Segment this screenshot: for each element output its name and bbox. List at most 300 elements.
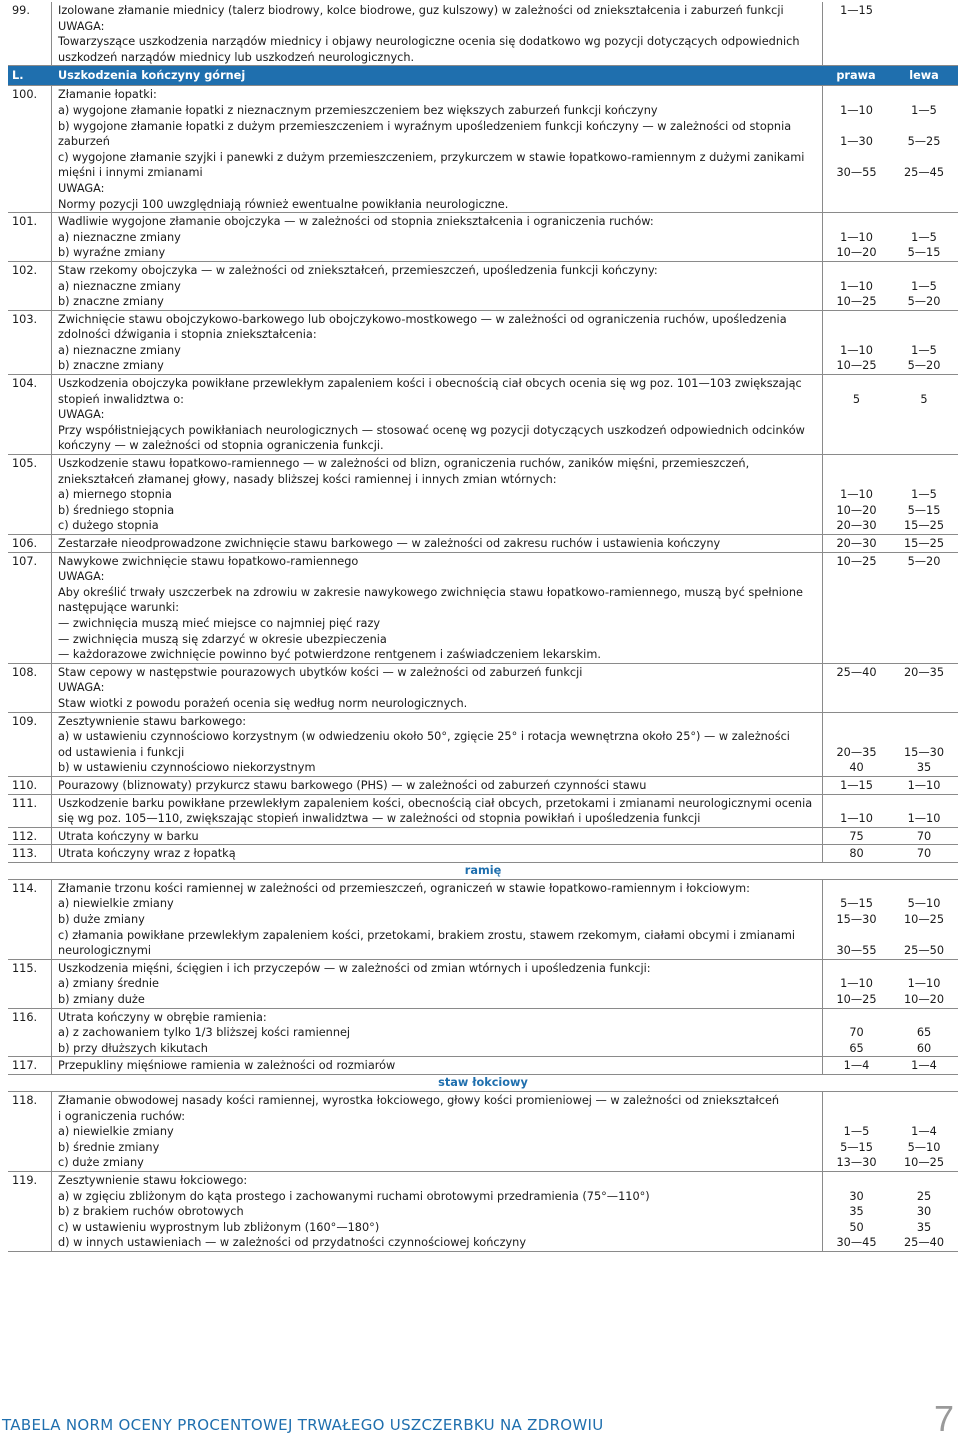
value-left: 15—30 [903, 745, 945, 759]
description-line: b) duże zmiany [58, 913, 145, 927]
description-line: uszkodzeń narządów miednicy lub uszkodzeń neurologicznych. [58, 50, 415, 64]
value-left [890, 928, 958, 944]
description-line: c) w ustawieniu wyprostnym lub zbliżonym (160°—180°) [58, 1220, 380, 1234]
value-left: 5—10 [907, 897, 941, 911]
value-column-left [890, 213, 958, 261]
value-right [823, 961, 890, 977]
description-line: Izolowane złamanie miednicy (talerz biodrowy, kolce biodrowe, guz kulszowy) w zależności od zniekształcenia i zaburzeń funkcji [58, 4, 784, 17]
value-column-right [822, 777, 890, 794]
description-line: Uszkodzenie stawu łopatkowo-ramiennego — w zależności od blizn, ograniczenia ruchów, zaników mięśni, przemieszczeń, [58, 457, 750, 471]
value-left [890, 647, 958, 663]
row-number: 117. [8, 1057, 52, 1074]
value-right: 5—15 [840, 897, 873, 911]
value-left [890, 50, 958, 66]
table-row [8, 1057, 958, 1075]
value-left: 5—20 [907, 554, 941, 568]
table-row [8, 311, 958, 375]
row-description [52, 1092, 822, 1171]
value-column-right [822, 455, 890, 534]
value-left [890, 214, 958, 230]
row-description [52, 86, 822, 212]
description-line: neurologicznymi [58, 944, 152, 958]
value-left [890, 456, 958, 472]
description-line: następujące warunki: [58, 601, 180, 615]
row-description [52, 535, 822, 552]
value-left: 35 [916, 1220, 932, 1234]
value-left: 1—5 [911, 343, 937, 357]
description-line: Staw wiotki z powodu porażeń ocenia się według norm neurologicznych. [58, 696, 468, 710]
table-row [8, 713, 958, 777]
table-row [8, 2, 958, 66]
value-right: 1—10 [840, 230, 873, 244]
value-right: 5 [852, 392, 861, 406]
value-column-right [822, 845, 890, 862]
table-row [8, 86, 958, 213]
row-number: 105. [8, 455, 52, 534]
row-number: 115. [8, 960, 52, 1008]
table-row [8, 777, 958, 795]
description-line: Utrata kończyny w obrębie ramienia: [58, 1010, 267, 1024]
table-row [8, 553, 958, 664]
value-column-left [890, 960, 958, 1008]
table-row [8, 262, 958, 311]
value-left [890, 729, 958, 745]
description-line: UWAGA: [58, 19, 105, 33]
description-line: kończyny — w zależności od stopnia ograniczenia funkcji. [58, 439, 384, 453]
row-description [52, 1172, 822, 1251]
row-number: 103. [8, 311, 52, 374]
description-line: Staw rzekomy obojczyka — w zależności od zniekształceń, przemieszczeń, upośledzenia funkcji kończyny: [58, 263, 658, 277]
value-right: 70 [849, 1026, 864, 1040]
value-column-right [822, 1009, 890, 1057]
value-right [823, 263, 890, 279]
description-line: od ustawienia i funkcji [58, 745, 185, 759]
value-right: 1—10 [840, 103, 873, 117]
value-left [890, 197, 958, 213]
value-right [823, 1010, 890, 1026]
description-line: Utrata kończyny w barku [58, 829, 199, 843]
value-column-left [890, 1009, 958, 1057]
value-right [823, 714, 890, 730]
description-line: b) średnie zmiany [58, 1140, 160, 1154]
value-right [823, 34, 890, 50]
value-right [823, 729, 890, 745]
value-left: 25—40 [903, 1236, 945, 1250]
row-description [52, 2, 822, 65]
description-line: Złamanie łopatki: [58, 88, 157, 102]
value-right [823, 119, 890, 135]
row-number: 109. [8, 713, 52, 776]
value-left [890, 1010, 958, 1026]
description-line: a) nieznaczne zmiany [58, 279, 181, 293]
norm-table [8, 2, 958, 1252]
description-line: Wadliwie wygojone złamanie obojczyka — w zależności od stopnia zniekształcenia i ograniczenia ruchów: [58, 215, 654, 229]
value-right: 13—30 [836, 1156, 877, 1170]
description-line: — każdorazowe zwichnięcie powinno być potwierdzone rentgenem i zaświadczeniem lekarskim. [58, 648, 601, 662]
value-column-right [822, 2, 890, 65]
table-row [8, 880, 958, 960]
value-right [823, 881, 890, 897]
value-left: 1—4 [911, 1125, 937, 1139]
value-right [823, 472, 890, 488]
value-left: 1—5 [911, 279, 937, 293]
description-line: Zesztywnienie stawu łokciowego: [58, 1173, 248, 1187]
value-left: 1—10 [907, 977, 941, 991]
value-left [890, 181, 958, 197]
description-line: zdolności dźwigania i stopnia zniekształcenia: [58, 328, 317, 342]
description-line: c) duże zmiany [58, 1156, 144, 1170]
table-row [8, 375, 958, 455]
description-line: stopień inwalidztwa o: [58, 392, 184, 406]
value-right: 1—30 [840, 135, 873, 149]
value-left: 25—50 [903, 944, 945, 958]
description-line: b) znaczne zmiany [58, 295, 164, 309]
value-right [823, 438, 890, 454]
value-right: 1—10 [840, 488, 873, 502]
description-line: się wg poz. 105—110, zwiększając stopień inwalidztwa — w zależności od stopnia powikłań i upośledzenia funkcji [58, 812, 701, 826]
description-line: Towarzyszące uszkodzenia narządów miednicy i objawy neurologiczne ocenia się dodatkowo wg pozycji dotyczących odpowiednich [58, 35, 800, 49]
value-left [890, 150, 958, 166]
row-number: 100. [8, 86, 52, 212]
value-right [823, 150, 890, 166]
value-right [823, 928, 890, 944]
subsection-header: ramię [8, 863, 958, 880]
description-line: Utrata kończyny wraz z łopatką [58, 847, 236, 861]
value-right: 10—25 [836, 359, 877, 373]
description-line: b) średniego stopnia [58, 503, 175, 517]
value-left [890, 19, 958, 35]
value-left: 5—25 [907, 135, 941, 149]
description-line: Uszkodzenia obojczyka powikłane przewlekłym zapaleniem kości i obecnością ciał obcych ocenia się wg poz. 101—103 zwiększając [58, 377, 802, 391]
value-right: 10—20 [836, 503, 877, 517]
value-left [890, 585, 958, 601]
value-left [890, 632, 958, 648]
value-left: 60 [916, 1041, 932, 1055]
description-line: UWAGA: [58, 681, 105, 695]
description-line: a) nieznaczne zmiany [58, 230, 181, 244]
value-left [890, 312, 958, 328]
value-right [823, 1109, 890, 1125]
description-line: b) w ustawieniu czynnościowo niekorzystnym [58, 761, 316, 775]
value-right [823, 197, 890, 213]
value-left: 1—10 [907, 778, 941, 792]
value-right: 20—35 [836, 745, 877, 759]
value-left: 1—4 [911, 1059, 937, 1073]
row-description [52, 880, 822, 959]
row-number: 111. [8, 795, 52, 827]
value-left [890, 376, 958, 392]
description-line: — zwichnięcia muszą mieć miejsce co najmniej pięć razy [58, 616, 381, 630]
value-right [823, 585, 890, 601]
value-left: 35 [916, 761, 932, 775]
row-description [52, 375, 822, 454]
value-right [823, 19, 890, 35]
description-line: a) wygojone złamanie łopatki z nieznacznym przemieszczeniem bez większych zaburzeń funkcji kończyny [58, 103, 658, 117]
value-left [890, 961, 958, 977]
value-left: 1—5 [911, 103, 937, 117]
value-right [823, 632, 890, 648]
value-column-right [822, 713, 890, 776]
value-right [823, 214, 890, 230]
value-left [890, 119, 958, 135]
value-column-left [890, 1092, 958, 1171]
column-header-left: lewa [909, 69, 939, 83]
value-right: 25—40 [836, 665, 877, 679]
description-line: Zestarzałe nieodprowadzone zwichnięcie stawu barkowego — w zależności od zakresu ruchów i ustawienia kończyny [58, 537, 721, 550]
table-row [8, 845, 958, 863]
value-right: 75 [849, 829, 864, 843]
value-right: 65 [849, 1041, 864, 1055]
value-left: 1—5 [911, 488, 937, 502]
value-right: 15—30 [836, 913, 877, 927]
row-number: 101. [8, 213, 52, 261]
value-column-right [822, 1092, 890, 1171]
value-right [823, 376, 890, 392]
value-left: 15—25 [903, 537, 945, 550]
value-left [890, 87, 958, 103]
value-left: 5—20 [907, 359, 941, 373]
value-right: 1—15 [840, 4, 873, 17]
description-line: zniekształceń złamanej głowy, nasady bliższej kości ramiennej i innych zmian wtórnych: [58, 472, 557, 486]
description-line: — zwichnięcia muszą się zdarzyć w okresie ubezpieczenia [58, 632, 387, 646]
value-column-left [890, 455, 958, 534]
value-left: 25—45 [903, 166, 945, 180]
value-left [890, 472, 958, 488]
value-right: 30—55 [836, 944, 877, 958]
description-line: zaburzeń [58, 135, 110, 149]
value-left: 70 [916, 829, 932, 843]
value-left [890, 34, 958, 50]
value-left [890, 680, 958, 696]
description-line: b) przy dłuższych kikutach [58, 1041, 208, 1055]
section-title: Uszkodzenia kończyny górnej [58, 69, 246, 83]
footer-title: TABELA NORM OCENY PROCENTOWEJ TRWAŁEGO USZCZERBKU NA ZDROWIU [2, 1416, 604, 1434]
table-row [8, 828, 958, 846]
section-header [8, 66, 958, 86]
section-number: L. [12, 69, 24, 83]
value-left: 20—35 [903, 665, 945, 679]
description-line: Zwichnięcie stawu obojczykowo-barkowego lub obojczykowo-mostkowego — w zależności od ograniczenia ruchów, upośledzenia [58, 312, 787, 326]
value-right: 80 [849, 847, 864, 861]
row-description [52, 262, 822, 310]
value-column-left [890, 535, 958, 552]
row-number: 104. [8, 375, 52, 454]
subsection-header: staw łokciowy [8, 1075, 958, 1092]
value-right [823, 647, 890, 663]
description-line: Staw cepowy w następstwie pourazowych ubytków kości — w zależności od zaburzeń funkcji [58, 665, 583, 679]
value-right [823, 796, 890, 812]
value-right: 30—45 [836, 1236, 877, 1250]
row-description [52, 777, 822, 794]
value-column-right [822, 664, 890, 712]
value-left [890, 263, 958, 279]
row-description [52, 455, 822, 534]
table-row [8, 1092, 958, 1172]
description-line: Pourazowy (bliznowaty) przykurcz stawu barkowego (PHS) — w zależności od zaburzeń czynności stawu [58, 778, 647, 792]
value-left: 65 [916, 1026, 932, 1040]
page-number: 7 [933, 1398, 954, 1439]
table-row [8, 664, 958, 713]
value-right [823, 1173, 890, 1189]
value-left [890, 881, 958, 897]
value-column-left [890, 311, 958, 374]
value-left [890, 1109, 958, 1125]
value-left: 30 [916, 1205, 932, 1219]
value-column-right [822, 86, 890, 212]
value-column-right [822, 553, 890, 663]
row-number: 106. [8, 535, 52, 552]
value-right: 10—25 [836, 295, 877, 309]
table-row [8, 535, 958, 553]
value-right: 1—10 [840, 343, 873, 357]
row-description [52, 713, 822, 776]
description-line: b) wyraźne zmiany [58, 246, 166, 260]
description-line: Nawykowe zwichnięcie stawu łopatkowo-ramiennego [58, 554, 359, 568]
value-left: 5 [920, 392, 928, 406]
value-right: 1—15 [840, 778, 873, 792]
value-right [823, 87, 890, 103]
value-left: 70 [916, 847, 932, 861]
value-left [890, 600, 958, 616]
value-left [890, 1173, 958, 1189]
value-right: 1—4 [843, 1059, 870, 1073]
row-number: 113. [8, 845, 52, 862]
row-number: 118. [8, 1092, 52, 1171]
value-right: 1—10 [840, 977, 873, 991]
value-right: 10—25 [836, 993, 877, 1007]
description-line: a) nieznaczne zmiany [58, 343, 181, 357]
value-left: 1—10 [907, 812, 941, 826]
value-column-right [822, 1057, 890, 1074]
value-column-left [890, 828, 958, 845]
value-left: 15—25 [903, 519, 945, 533]
value-right: 40 [849, 761, 864, 775]
value-right [823, 312, 890, 328]
value-left [890, 696, 958, 712]
value-right [823, 50, 890, 66]
value-left [890, 569, 958, 585]
row-number: 107. [8, 553, 52, 663]
description-line: Złamanie obwodowej nasady kości ramiennej, wyrostka łokciowego, głowy kości promieniowej — w zależności od zniekształceń [58, 1094, 780, 1107]
value-left [890, 714, 958, 730]
value-column-left [890, 777, 958, 794]
value-left: 10—25 [903, 913, 945, 927]
description-line: a) w zgięciu zbliżonym do kąta prostego i zachowanymi ruchami obrotowymi przedramienia (75°—110°) [58, 1189, 650, 1203]
value-column-left [890, 553, 958, 663]
value-right: 1—10 [840, 279, 873, 293]
value-right: 1—5 [843, 1125, 870, 1139]
value-column-right [822, 960, 890, 1008]
description-line: a) niewielkie zmiany [58, 897, 174, 911]
row-number: 110. [8, 777, 52, 794]
value-left: 5—10 [907, 1140, 941, 1154]
value-column-right [822, 262, 890, 310]
value-right [823, 423, 890, 439]
value-column-right [822, 795, 890, 827]
value-column-right [822, 375, 890, 454]
value-right [823, 569, 890, 585]
value-column-left [890, 713, 958, 776]
row-description [52, 664, 822, 712]
value-column-right [822, 1172, 890, 1251]
row-description [52, 845, 822, 862]
description-line: Aby określić trwały uszczerbek na zdrowiu w zakresie nawykowego zwichnięcia stawu łopatkowo-ramiennego, muszą być spełnione [58, 585, 803, 599]
value-column-left [890, 1057, 958, 1074]
row-number: 108. [8, 664, 52, 712]
description-line: a) z zachowaniem tylko 1/3 bliższej kości ramiennej [58, 1026, 351, 1040]
value-left [890, 796, 958, 812]
description-line: b) zmiany duże [58, 993, 145, 1007]
description-line: Zesztywnienie stawu barkowego: [58, 714, 247, 728]
table-row [8, 213, 958, 262]
row-description [52, 311, 822, 374]
description-line: UWAGA: [58, 181, 105, 195]
value-right: 5—15 [840, 1140, 873, 1154]
description-line: Normy pozycji 100 uwzględniają również ewentualne powikłania neurologiczne. [58, 197, 509, 211]
value-right [823, 680, 890, 696]
description-line: c) złamania powikłane przewlekłym zapaleniem kości, przetokami, brakiem zrostu, stawem rzekomym, ciałami obcymi i zmianami [58, 928, 796, 942]
value-right [823, 696, 890, 712]
value-right [823, 456, 890, 472]
description-line: UWAGA: [58, 570, 105, 584]
value-right: 35 [849, 1205, 864, 1219]
value-right [823, 616, 890, 632]
value-left [890, 327, 958, 343]
value-right: 50 [849, 1220, 864, 1234]
row-number: 112. [8, 828, 52, 845]
description-line: mięśni i innymi zmianami [58, 166, 203, 180]
value-column-left [890, 1172, 958, 1251]
row-number: 99. [8, 2, 52, 65]
value-left: 25 [916, 1189, 932, 1203]
description-line: c) dużego stopnia [58, 519, 159, 533]
description-line: b) wygojone złamanie łopatki z dużym przemieszczeniem i wyraźnym upośledzeniem funkcji kończyny — w zależności od stopnia [58, 119, 792, 133]
value-left: 5—15 [907, 246, 941, 260]
description-line: Uszkodzenia mięśni, ścięgien i ich przyczepów — w zależności od zmian wtórnych i upośledzenia funkcji: [58, 961, 651, 975]
value-column-right [822, 880, 890, 959]
value-right [823, 1093, 890, 1109]
description-line: a) niewielkie zmiany [58, 1125, 174, 1139]
row-description [52, 1057, 822, 1074]
value-column-left [890, 845, 958, 862]
description-line: a) zmiany średnie [58, 977, 160, 991]
value-left: 5—15 [907, 503, 941, 517]
table-row [8, 1172, 958, 1252]
row-number: 116. [8, 1009, 52, 1057]
value-left: 10—25 [903, 1156, 945, 1170]
description-line: Uszkodzenie barku powikłane przewlekłym zapaleniem kości, obecnością ciał obcych, przetokami i zmianami neurologicznymi ocenia [58, 796, 813, 810]
value-column-right [822, 535, 890, 552]
table-row [8, 455, 958, 535]
description-line: Przepukliny mięśniowe ramienia w zależności od rozmiarów [58, 1059, 396, 1073]
value-right: 10—20 [836, 246, 877, 260]
description-line: b) z brakiem ruchów obrotowych [58, 1205, 244, 1219]
table-row [8, 960, 958, 1009]
row-number: 119. [8, 1172, 52, 1251]
value-right: 20—30 [836, 519, 877, 533]
column-header-right: prawa [836, 69, 876, 83]
value-right [823, 327, 890, 343]
row-description [52, 1009, 822, 1057]
row-description [52, 795, 822, 827]
value-left [890, 423, 958, 439]
description-line: Złamanie trzonu kości ramiennej w zależności od przemieszczeń, ograniczeń w stawie łopatkowo-ramiennym i łokciowym: [58, 881, 750, 895]
table-row [8, 1009, 958, 1058]
value-column-right [822, 828, 890, 845]
row-description [52, 553, 822, 663]
description-line: a) miernego stopnia [58, 488, 172, 502]
value-right: 30—55 [836, 166, 877, 180]
